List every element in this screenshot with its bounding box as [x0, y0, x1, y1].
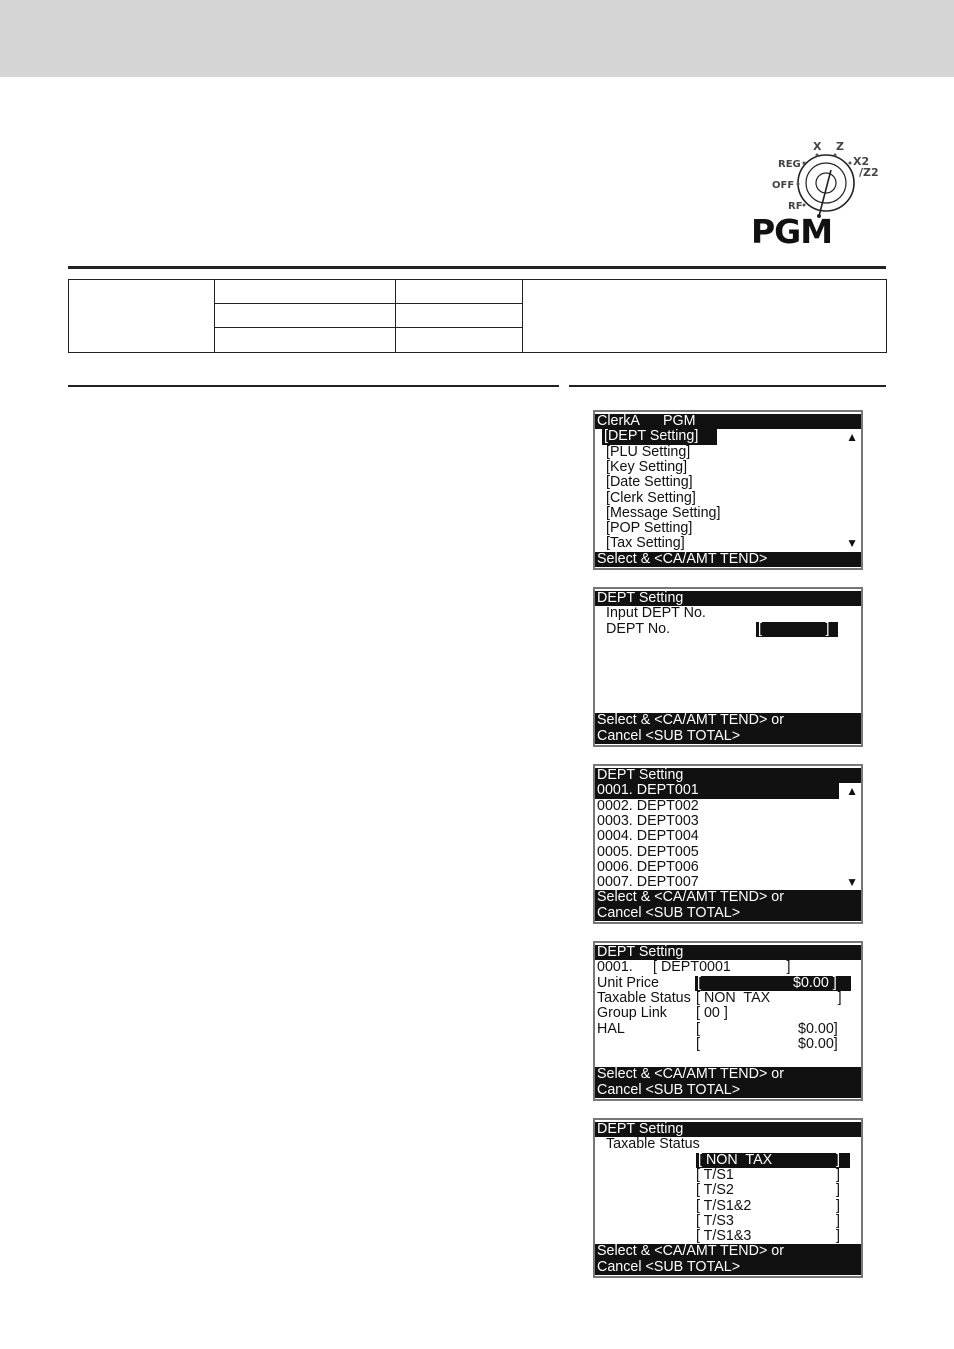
dial-x-label: X — [813, 140, 822, 153]
taxable-status-row[interactable]: Taxable Status [ NON TAX ] — [597, 990, 842, 1006]
menu-item-key-setting[interactable]: [Key Setting] — [606, 459, 688, 475]
lcd-dept-list — [593, 764, 863, 924]
group-link-row[interactable]: Group Link [ 00 ] — [597, 1006, 728, 1022]
procedure-column-rule — [68, 385, 559, 387]
dept-list-item[interactable]: 0005. DEPT005 — [597, 844, 699, 860]
top-header-band — [0, 0, 954, 77]
menu-item-dept-setting[interactable]: [DEPT Setting] — [595, 429, 861, 444]
lcd-footer-2: Cancel <SUB TOTAL> — [595, 1260, 861, 1275]
dept-list-item[interactable]: 0006. DEPT006 — [597, 859, 699, 875]
menu-item-tax-setting[interactable]: [Tax Setting] — [606, 536, 685, 552]
display-column-rule — [569, 385, 886, 387]
lcd-dept-detail — [593, 941, 863, 1101]
menu-item-date-setting[interactable]: [Date Setting] — [606, 475, 693, 491]
hal-row[interactable]: HAL [ $0.00] — [597, 1021, 838, 1037]
dial-off-label: OFF — [772, 180, 795, 191]
scroll-up-icon[interactable]: ▲ — [846, 784, 858, 798]
lcd-header: DEPT Setting — [595, 591, 861, 606]
tax-option-ts1[interactable]: [ T/S1 ] — [696, 1167, 840, 1183]
lcd-footer: Select & <CA/AMT TEND> — [595, 552, 861, 567]
tax-option-ts3[interactable]: [ T/S3 ] — [696, 1213, 840, 1229]
tax-option-ts1-2[interactable]: [ T/S1&2 ] — [696, 1198, 840, 1214]
menu-item-clerk-setting[interactable]: [Clerk Setting] — [606, 490, 696, 506]
lcd-footer-2: Cancel <SUB TOTAL> — [595, 906, 861, 921]
lcd-dept-input — [593, 587, 863, 747]
menu-item-message-setting[interactable]: [Message Setting] — [606, 505, 721, 521]
lcd-header: ClerkA PGM — [595, 414, 861, 429]
table-line — [214, 327, 523, 328]
table-line — [214, 280, 215, 352]
tax-option-ts1-3[interactable]: [ T/S1&3 ] — [696, 1229, 840, 1245]
hal-row-2[interactable]: [ $0.00] — [696, 1036, 838, 1052]
dept-list-item[interactable]: 0001. DEPT001 — [595, 783, 861, 798]
menu-item-pop-setting[interactable]: [POP Setting] — [606, 521, 693, 537]
lcd-footer-2: Cancel <SUB TOTAL> — [595, 729, 861, 744]
lcd-footer-1: Select & <CA/AMT TEND> or — [595, 1067, 861, 1082]
input-prompt: Input DEPT No. — [606, 606, 706, 622]
dial-x2-label: X2 — [853, 155, 870, 168]
lcd-header: DEPT Setting — [595, 945, 861, 960]
lcd-header: DEPT Setting — [595, 1122, 861, 1137]
lcd-footer-1: Select & <CA/AMT TEND> or — [595, 1244, 861, 1259]
tax-option-ts2[interactable]: [ T/S2 ] — [696, 1183, 840, 1199]
lcd-taxable-status — [593, 1118, 863, 1278]
table-line — [395, 280, 396, 352]
scroll-down-icon[interactable]: ▼ — [846, 536, 858, 550]
lcd-footer-1: Select & <CA/AMT TEND> or — [595, 890, 861, 905]
pgm-mode-label: PGM — [751, 212, 833, 251]
unit-price-row[interactable]: Unit Price [ $0.00 ] — [595, 976, 861, 991]
scroll-up-icon[interactable]: ▲ — [846, 430, 858, 444]
dial-z2-label: /Z2 — [859, 166, 879, 179]
dial-reg-label: REG — [778, 159, 801, 170]
taxable-status-title: Taxable Status — [606, 1137, 700, 1153]
table-line — [214, 303, 523, 304]
dept-list-item[interactable]: 0003. DEPT003 — [597, 813, 699, 829]
dial-z-label: Z — [836, 140, 844, 153]
lcd-footer-2: Cancel <SUB TOTAL> — [595, 1083, 861, 1098]
dept-no-row: DEPT No. [ ] — [595, 622, 861, 637]
tax-option-non-tax[interactable]: [ NON TAX ] — [595, 1153, 861, 1168]
table-line — [522, 280, 523, 352]
lcd-main-menu — [593, 410, 863, 570]
dept-list-item[interactable]: 0007. DEPT007 — [597, 875, 699, 891]
dept-no-label: DEPT No. — [606, 621, 671, 637]
dept-name-row[interactable]: 0001. [ DEPT0001 ] — [597, 960, 791, 976]
scroll-down-icon[interactable]: ▼ — [846, 875, 858, 889]
dial-rf-label: RF — [788, 201, 803, 212]
section-divider — [68, 266, 886, 269]
dept-list-item[interactable]: 0002. DEPT002 — [597, 798, 699, 814]
lcd-footer-1: Select & <CA/AMT TEND> or — [595, 713, 861, 728]
menu-item-plu-setting[interactable]: [PLU Setting] — [606, 444, 691, 460]
lcd-header: DEPT Setting — [595, 768, 861, 783]
dept-list-item[interactable]: 0004. DEPT004 — [597, 829, 699, 845]
info-table — [68, 279, 887, 353]
